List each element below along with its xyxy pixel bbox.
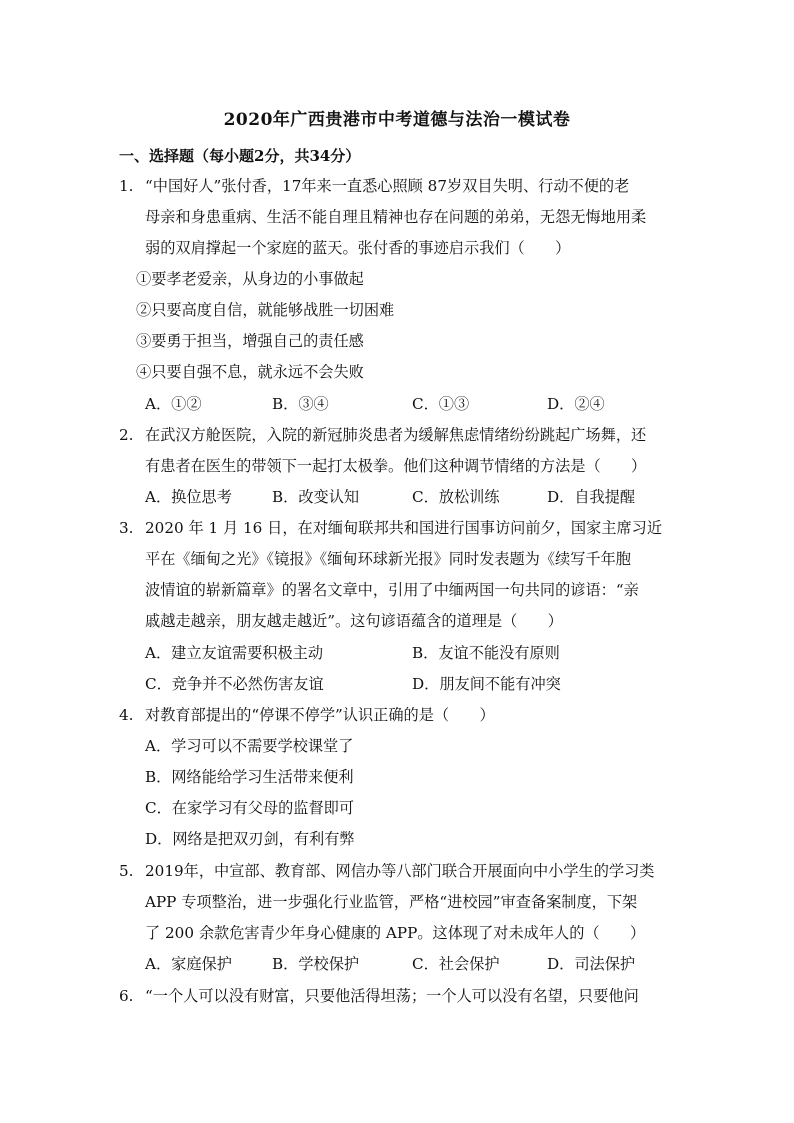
question-text: 弱的双肩撑起一个家庭的蓝天。张付香的事迹启示我们（ ） — [145, 239, 571, 257]
question-text: “一个人可以没有财富，只要他活得坦荡；一个人可以没有名望，只要他问 — [145, 987, 639, 1005]
question-text: 2019年，中宣部、教育部、网信办等八部门联合开展面向中小学生的学习类 — [145, 862, 655, 880]
section-heading: 一、选择题（每小题2分，共34分） — [119, 147, 361, 165]
question-text: 平在《缅甸之光》《镜报》《缅甸环球新光报》同时发表题为《续写千年胞 — [145, 550, 631, 568]
statement: ④只要自强不息，就永远不会失败 — [136, 363, 364, 381]
answer-option[interactable]: D．朋友间不能有冲突 — [412, 675, 561, 693]
answer-option[interactable]: C．竞争并不必然伤害友谊 — [145, 675, 324, 693]
answer-option[interactable]: B．友谊不能没有原则 — [412, 644, 560, 662]
answer-option[interactable]: C．在家学习有父母的监督即可 — [145, 799, 355, 817]
answer-option[interactable]: B．③④ — [272, 395, 329, 413]
question-number: 6. — [119, 987, 134, 1005]
answer-option[interactable]: A．建立友谊需要积极主动 — [145, 644, 324, 662]
question-number: 2. — [119, 426, 134, 444]
answer-option[interactable]: A．家庭保护 — [145, 955, 232, 973]
question-number: 4. — [119, 706, 134, 724]
answer-option[interactable]: B．学校保护 — [272, 955, 360, 973]
question-text: 波情谊的崭新篇章》的署名文章中，引用了中缅两国一句共同的谚语：“亲 — [145, 581, 639, 599]
statement: ②只要高度自信，就能够战胜一切困难 — [136, 301, 395, 319]
page-title: 2020年广西贵港市中考道德与法治一模试卷 — [223, 110, 571, 130]
answer-option[interactable]: C．①③ — [412, 395, 470, 413]
answer-option[interactable]: D．网络是把双刃剑，有利有弊 — [145, 830, 355, 848]
statement: ①要孝老爱亲，从身边的小事做起 — [136, 270, 364, 288]
answer-option[interactable]: A．换位思考 — [145, 488, 232, 506]
answer-option[interactable]: A．学习可以不需要学校课堂了 — [145, 737, 354, 755]
question-text: 了 200 余款危害青少年身心健康的 APP。这体现了对未成年人的（ ） — [145, 924, 646, 942]
question-text: APP 专项整治，进一步强化行业监管，严格“进校园”审查备案制度，下架 — [145, 893, 638, 911]
answer-option[interactable]: D．司法保护 — [547, 955, 636, 973]
question-number: 5. — [119, 862, 134, 880]
answer-option[interactable]: B．改变认知 — [272, 488, 360, 506]
question-text: 在武汉方舱医院，入院的新冠肺炎患者为缓解焦虑情绪纷纷跳起广场舞，还 — [145, 426, 647, 444]
question-text: 戚越走越亲，朋友越走越近”。这句谚语蕴含的道理是（ ） — [145, 612, 563, 630]
answer-option[interactable]: D．②④ — [547, 395, 605, 413]
question-number: 3. — [119, 519, 134, 537]
question-text: “中国好人”张付香，17年来一直悉心照顾 87岁双目失明、行动不便的老 — [145, 177, 630, 195]
question-text: 2020 年 1 月 16 日，在对缅甸联邦共和国进行国事访问前夕，国家主席习近 — [145, 519, 663, 537]
question-number: 1. — [119, 177, 134, 195]
answer-option[interactable]: B．网络能给学习生活带来便利 — [145, 768, 354, 786]
answer-option[interactable]: A．①② — [145, 395, 202, 413]
question-text: 有患者在医生的带领下一起打太极拳。他们这种调节情绪的方法是（ ） — [145, 457, 647, 475]
answer-option[interactable]: C．放松训练 — [412, 488, 500, 506]
answer-option[interactable]: D．自我提醒 — [547, 488, 636, 506]
question-text: 对教育部提出的“停课不停学”认识正确的是（ ） — [145, 706, 495, 724]
question-text: 母亲和身患重病、生活不能自理且精神也存在问题的弟弟，无怨无悔地用柔 — [145, 208, 647, 226]
answer-option[interactable]: C．社会保护 — [412, 955, 500, 973]
statement: ③要勇于担当，增强自己的责任感 — [136, 332, 364, 350]
